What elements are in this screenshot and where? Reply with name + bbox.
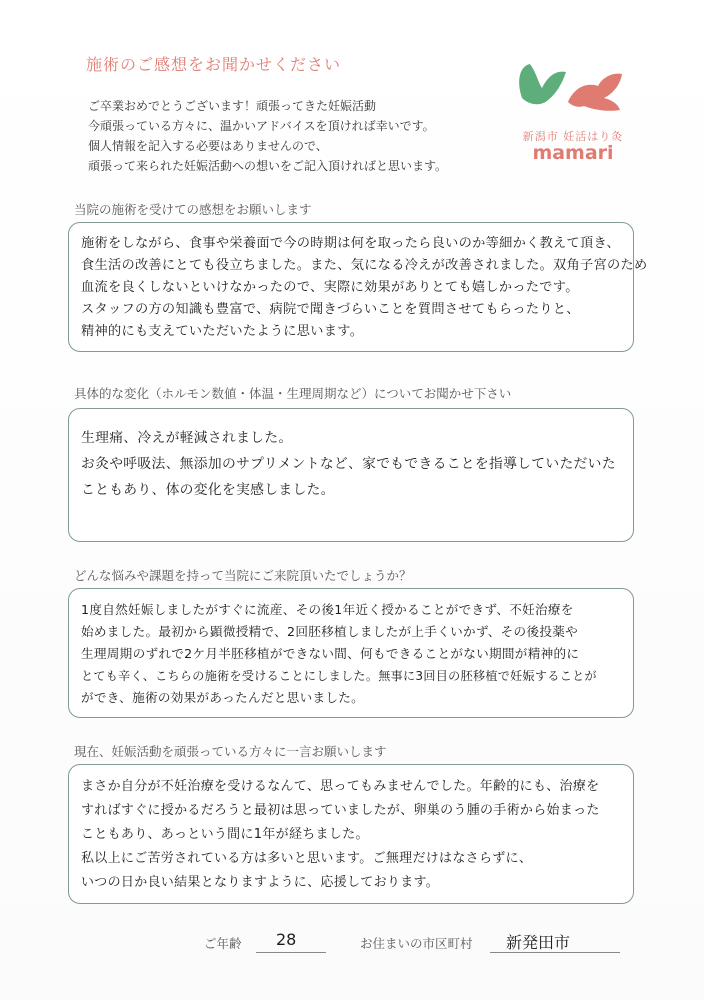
age-value: 28: [276, 930, 297, 949]
age-label: ご年齢: [204, 936, 242, 951]
answer-line: 私以上にご苦労されている方は多いと思います。ご無理だけはなさらずに、: [81, 851, 533, 866]
answer-line: 始めました。最初から顕微授精で、2回胚移植しましたが上手くいかず、その後投薬や: [81, 624, 579, 639]
answer-box-concerns: [68, 588, 634, 718]
logo-subtitle: 新潟市 妊活はり灸: [522, 130, 624, 143]
answer-line: 精神的にも支えていただいたように思います。: [81, 324, 364, 339]
answer-box-changes: [68, 408, 634, 542]
answer-line: 1度自然妊娠しましたがすぐに流産、その後1年近く授かることができず、不妊治療を: [81, 602, 574, 617]
answer-line: 食生活の改善にとても役立ちました。また、気になる冷えが改善されました。双角子宮のため: [81, 258, 648, 273]
city-value: 新発田市: [506, 933, 571, 952]
answer-line: すればすぐに授かるだろうと最初は思っていましたが、卵巣のう腫の手術から始まった: [81, 803, 600, 818]
answer-line: 生理周期のずれで2ケ月半胚移植ができない間、何もできることがない期間が精神的に: [81, 646, 580, 661]
answer-line: いつの日か良い結果となりますように、応援しております。: [81, 875, 440, 890]
section-title-concerns: どんな悩みや課題を持って当院にご来院頂いたでしょうか？: [74, 568, 412, 583]
answer-line: ができ、施術の効果があったんだと思いました。: [81, 690, 365, 705]
answer-line: とても辛く、こちらの施術を受けることにしました。無事に3回目の胚移植で妊娠することが: [81, 669, 597, 683]
answer-line: こともあり、体の変化を実感しました。: [81, 482, 335, 498]
answer-box-message: [68, 764, 634, 904]
answer-line: 生理痛、冷えが軽減されました。: [81, 430, 293, 446]
answer-line: こともあり、あっという間に1年が経ちました。: [81, 827, 369, 842]
intro-line: 今頑張っている方々に、温かいアドバイスを頂ければ幸いです。: [88, 119, 435, 133]
clinic-logo: [508, 58, 638, 168]
city-label: お住まいの市区町村: [360, 936, 473, 951]
logo-name: mamari: [532, 142, 614, 164]
bird-wings-icon: [508, 58, 638, 126]
intro-line: 頑張って来られた妊娠活動への想いをご記入頂ければと思います。: [88, 159, 448, 173]
answer-line: 血流を良くしないといけなかったので、実際に効果がありとても嬉しかったです。: [81, 280, 579, 295]
answer-line: スタッフの方の知識も豊富で、病院で聞きづらいことを質問させてもらったりと、: [81, 302, 580, 317]
answer-line: お灸や呼吸法、無添加のサプリメントなど、家でもできることを指導していただいた: [81, 456, 616, 472]
page-title: 施術のご感想をお聞かせください: [86, 55, 342, 74]
answer-box-impressions: [68, 222, 648, 352]
section-title-changes: 具体的な変化（ホルモン数値・体温・生理周期など）についてお聞かせ下さい: [74, 386, 512, 401]
section-title-message: 現在、妊娠活動を頑張っている方々に一言お願いします: [74, 744, 387, 759]
intro-line: ご卒業おめでとうございます！頑張ってきた妊娠活動: [88, 99, 377, 113]
intro-line: 個人情報を記入する必要はありませんので、: [88, 139, 328, 153]
intro-text: [88, 96, 488, 176]
answer-line: 施術をしながら、食事や栄養面で今の時期は何を取ったら良いのか等細かく教えて頂き、: [81, 236, 620, 251]
section-title-impressions: 当院の施術を受けての感想をお願いします: [74, 202, 312, 217]
answer-line: まさか自分が不妊治療を受けるなんて、思ってもみませんでした。年齢的にも、治療を: [81, 779, 600, 794]
